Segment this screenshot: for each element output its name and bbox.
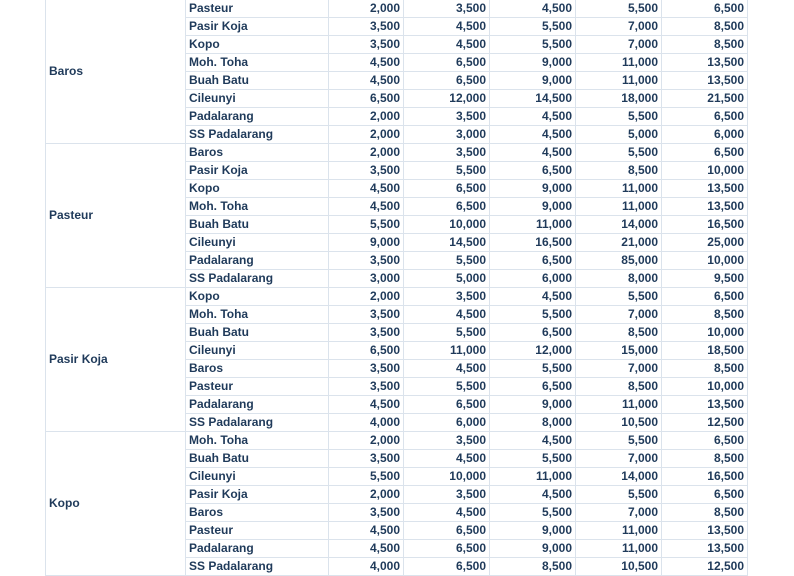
tariff-class-4-cell: 11,000 [576, 72, 662, 90]
tariff-class-4-cell: 14,000 [576, 468, 662, 486]
tariff-class-4-cell: 11,000 [576, 522, 662, 540]
toll-tariff-table-body [46, 0, 748, 576]
tariff-class-5-cell: 8,500 [662, 450, 748, 468]
tariff-class-1-cell: 3,500 [329, 252, 404, 270]
tariff-class-2-cell: 12,000 [404, 90, 490, 108]
tariff-class-3-cell: 9,000 [490, 540, 576, 558]
destination-gate-cell: Baros [186, 504, 329, 522]
tariff-class-4-cell: 18,000 [576, 90, 662, 108]
tariff-class-1-cell: 4,500 [329, 180, 404, 198]
destination-gate-cell: SS Padalarang [186, 270, 329, 288]
tariff-class-2-cell: 6,500 [404, 54, 490, 72]
destination-gate-cell: Buah Batu [186, 72, 329, 90]
tariff-class-2-cell: 4,500 [404, 306, 490, 324]
tariff-class-2-cell: 4,500 [404, 504, 490, 522]
tariff-class-3-cell: 11,000 [490, 216, 576, 234]
tariff-class-3-cell: 9,000 [490, 72, 576, 90]
tariff-class-3-cell: 8,500 [490, 558, 576, 576]
tariff-class-1-cell: 4,500 [329, 54, 404, 72]
tariff-class-3-cell: 9,000 [490, 396, 576, 414]
tariff-class-5-cell: 8,500 [662, 360, 748, 378]
destination-gate-cell: SS Padalarang [186, 414, 329, 432]
tariff-class-5-cell: 6,500 [662, 432, 748, 450]
tariff-class-3-cell: 6,500 [490, 324, 576, 342]
tariff-class-1-cell: 4,000 [329, 414, 404, 432]
tariff-class-3-cell: 5,500 [490, 450, 576, 468]
tariff-class-3-cell: 6,500 [490, 162, 576, 180]
tariff-class-4-cell: 7,000 [576, 360, 662, 378]
tariff-class-1-cell: 6,500 [329, 90, 404, 108]
tariff-class-4-cell: 11,000 [576, 198, 662, 216]
tariff-class-5-cell: 6,500 [662, 288, 748, 306]
destination-gate-cell: Kopo [186, 180, 329, 198]
tariff-class-4-cell: 5,000 [576, 126, 662, 144]
tariff-class-4-cell: 5,500 [576, 432, 662, 450]
tariff-class-5-cell: 8,500 [662, 36, 748, 54]
tariff-class-2-cell: 5,500 [404, 162, 490, 180]
tariff-class-5-cell: 9,500 [662, 270, 748, 288]
table-row [46, 432, 748, 450]
destination-gate-cell: Baros [186, 144, 329, 162]
tariff-class-5-cell: 6,500 [662, 144, 748, 162]
tariff-class-1-cell: 2,000 [329, 288, 404, 306]
tariff-class-4-cell: 7,000 [576, 450, 662, 468]
tariff-class-2-cell: 14,500 [404, 234, 490, 252]
tariff-class-3-cell: 16,500 [490, 234, 576, 252]
tariff-class-2-cell: 4,500 [404, 450, 490, 468]
tariff-class-3-cell: 5,500 [490, 36, 576, 54]
tariff-class-3-cell: 4,500 [490, 432, 576, 450]
tariff-class-3-cell: 14,500 [490, 90, 576, 108]
tariff-class-3-cell: 11,000 [490, 468, 576, 486]
tariff-class-2-cell: 3,500 [404, 486, 490, 504]
tariff-class-1-cell: 6,500 [329, 342, 404, 360]
tariff-class-5-cell: 13,500 [662, 198, 748, 216]
tariff-class-2-cell: 10,000 [404, 468, 490, 486]
tariff-class-5-cell: 21,500 [662, 90, 748, 108]
destination-gate-cell: Moh. Toha [186, 306, 329, 324]
tariff-class-5-cell: 18,500 [662, 342, 748, 360]
tariff-class-1-cell: 4,500 [329, 540, 404, 558]
tariff-class-1-cell: 4,500 [329, 522, 404, 540]
destination-gate-cell: Kopo [186, 288, 329, 306]
tariff-class-2-cell: 4,500 [404, 18, 490, 36]
tariff-class-3-cell: 4,500 [490, 108, 576, 126]
tariff-class-1-cell: 3,500 [329, 306, 404, 324]
tariff-class-3-cell: 4,500 [490, 486, 576, 504]
tariff-class-3-cell: 6,000 [490, 270, 576, 288]
tariff-class-2-cell: 3,500 [404, 288, 490, 306]
tariff-class-4-cell: 21,000 [576, 234, 662, 252]
tariff-class-4-cell: 5,500 [576, 108, 662, 126]
tariff-class-5-cell: 13,500 [662, 54, 748, 72]
tariff-class-5-cell: 13,500 [662, 396, 748, 414]
tariff-class-1-cell: 2,000 [329, 432, 404, 450]
tariff-class-4-cell: 5,500 [576, 0, 662, 18]
toll-tariff-table [45, 0, 748, 576]
tariff-class-3-cell: 9,000 [490, 54, 576, 72]
destination-gate-cell: Pasir Koja [186, 486, 329, 504]
table-row [46, 144, 748, 162]
destination-gate-cell: Padalarang [186, 540, 329, 558]
tariff-class-3-cell: 5,500 [490, 504, 576, 522]
destination-gate-cell: Moh. Toha [186, 54, 329, 72]
tariff-class-3-cell: 6,500 [490, 252, 576, 270]
tariff-class-5-cell: 10,000 [662, 162, 748, 180]
tariff-class-4-cell: 85,000 [576, 252, 662, 270]
tariff-class-1-cell: 3,500 [329, 162, 404, 180]
destination-gate-cell: SS Padalarang [186, 558, 329, 576]
tariff-class-1-cell: 4,500 [329, 72, 404, 90]
tariff-class-3-cell: 9,000 [490, 522, 576, 540]
tariff-class-1-cell: 2,000 [329, 144, 404, 162]
destination-gate-cell: Baros [186, 360, 329, 378]
tariff-class-1-cell: 4,500 [329, 396, 404, 414]
tariff-class-3-cell: 9,000 [490, 198, 576, 216]
tariff-class-2-cell: 4,500 [404, 360, 490, 378]
destination-gate-cell: Pasir Koja [186, 162, 329, 180]
tariff-class-5-cell: 8,500 [662, 18, 748, 36]
tariff-class-5-cell: 8,500 [662, 306, 748, 324]
tariff-class-1-cell: 3,000 [329, 270, 404, 288]
tariff-class-4-cell: 8,500 [576, 378, 662, 396]
tariff-class-2-cell: 5,500 [404, 252, 490, 270]
tariff-class-1-cell: 3,500 [329, 36, 404, 54]
tariff-class-4-cell: 7,000 [576, 36, 662, 54]
destination-gate-cell: SS Padalarang [186, 126, 329, 144]
tariff-class-1-cell: 2,000 [329, 108, 404, 126]
tariff-class-2-cell: 6,000 [404, 414, 490, 432]
tariff-class-4-cell: 11,000 [576, 54, 662, 72]
tariff-class-3-cell: 9,000 [490, 180, 576, 198]
destination-gate-cell: Pasteur [186, 522, 329, 540]
tariff-class-2-cell: 6,500 [404, 558, 490, 576]
tariff-class-4-cell: 14,000 [576, 216, 662, 234]
tariff-class-4-cell: 5,500 [576, 144, 662, 162]
tariff-class-1-cell: 3,500 [329, 18, 404, 36]
origin-gate-cell: Pasir Koja [46, 288, 186, 432]
destination-gate-cell: Moh. Toha [186, 432, 329, 450]
destination-gate-cell: Padalarang [186, 396, 329, 414]
tariff-class-3-cell: 4,500 [490, 288, 576, 306]
tariff-class-5-cell: 25,000 [662, 234, 748, 252]
destination-gate-cell: Buah Batu [186, 216, 329, 234]
tariff-class-2-cell: 3,500 [404, 432, 490, 450]
tariff-class-1-cell: 3,500 [329, 504, 404, 522]
tariff-class-5-cell: 6,000 [662, 126, 748, 144]
tariff-class-5-cell: 13,500 [662, 180, 748, 198]
table-row [46, 288, 748, 306]
tariff-class-4-cell: 8,000 [576, 270, 662, 288]
tariff-class-4-cell: 8,500 [576, 162, 662, 180]
tariff-class-5-cell: 6,500 [662, 486, 748, 504]
tariff-class-5-cell: 16,500 [662, 468, 748, 486]
tariff-class-2-cell: 3,500 [404, 0, 490, 18]
tariff-class-2-cell: 6,500 [404, 396, 490, 414]
origin-gate-cell: Pasteur [46, 144, 186, 288]
tariff-class-4-cell: 5,500 [576, 288, 662, 306]
tariff-class-2-cell: 4,500 [404, 36, 490, 54]
tariff-class-3-cell: 12,000 [490, 342, 576, 360]
tariff-class-1-cell: 3,500 [329, 324, 404, 342]
tariff-class-1-cell: 3,500 [329, 450, 404, 468]
tariff-class-3-cell: 4,500 [490, 126, 576, 144]
tariff-class-1-cell: 3,500 [329, 378, 404, 396]
tariff-class-4-cell: 7,000 [576, 18, 662, 36]
tariff-class-2-cell: 3,500 [404, 144, 490, 162]
tariff-class-2-cell: 10,000 [404, 216, 490, 234]
tariff-class-1-cell: 5,500 [329, 468, 404, 486]
tariff-class-2-cell: 6,500 [404, 522, 490, 540]
tariff-class-3-cell: 6,500 [490, 378, 576, 396]
tariff-class-2-cell: 6,500 [404, 540, 490, 558]
destination-gate-cell: Padalarang [186, 108, 329, 126]
origin-gate-cell: Kopo [46, 432, 186, 576]
tariff-class-4-cell: 15,000 [576, 342, 662, 360]
tariff-class-5-cell: 13,500 [662, 522, 748, 540]
tariff-class-5-cell: 12,500 [662, 414, 748, 432]
tariff-class-1-cell: 2,000 [329, 486, 404, 504]
tariff-class-2-cell: 11,000 [404, 342, 490, 360]
tariff-class-4-cell: 10,500 [576, 558, 662, 576]
tariff-class-2-cell: 6,500 [404, 72, 490, 90]
tariff-class-2-cell: 5,500 [404, 324, 490, 342]
table-row [46, 0, 748, 18]
destination-gate-cell: Pasir Koja [186, 18, 329, 36]
tariff-class-4-cell: 11,000 [576, 180, 662, 198]
tariff-class-5-cell: 12,500 [662, 558, 748, 576]
tariff-class-2-cell: 6,500 [404, 198, 490, 216]
tariff-class-2-cell: 5,000 [404, 270, 490, 288]
tariff-class-2-cell: 5,500 [404, 378, 490, 396]
tariff-class-5-cell: 10,000 [662, 378, 748, 396]
destination-gate-cell: Cileunyi [186, 342, 329, 360]
tariff-class-4-cell: 7,000 [576, 306, 662, 324]
destination-gate-cell: Kopo [186, 36, 329, 54]
tariff-class-1-cell: 3,500 [329, 360, 404, 378]
destination-gate-cell: Cileunyi [186, 234, 329, 252]
tariff-class-1-cell: 2,000 [329, 126, 404, 144]
tariff-class-1-cell: 9,000 [329, 234, 404, 252]
tariff-class-1-cell: 4,000 [329, 558, 404, 576]
destination-gate-cell: Buah Batu [186, 324, 329, 342]
tariff-class-5-cell: 10,000 [662, 252, 748, 270]
destination-gate-cell: Cileunyi [186, 90, 329, 108]
origin-gate-cell: Baros [46, 0, 186, 144]
destination-gate-cell: Padalarang [186, 252, 329, 270]
tariff-class-5-cell: 8,500 [662, 504, 748, 522]
tariff-class-1-cell: 5,500 [329, 216, 404, 234]
tariff-class-4-cell: 7,000 [576, 504, 662, 522]
tariff-class-1-cell: 4,500 [329, 198, 404, 216]
tariff-class-1-cell: 2,000 [329, 0, 404, 18]
tariff-class-3-cell: 5,500 [490, 306, 576, 324]
tariff-class-2-cell: 3,000 [404, 126, 490, 144]
tariff-class-3-cell: 8,000 [490, 414, 576, 432]
tariff-class-3-cell: 4,500 [490, 0, 576, 18]
tariff-class-5-cell: 6,500 [662, 0, 748, 18]
tariff-class-4-cell: 10,500 [576, 414, 662, 432]
destination-gate-cell: Pasteur [186, 0, 329, 18]
tariff-class-5-cell: 16,500 [662, 216, 748, 234]
tariff-class-3-cell: 5,500 [490, 360, 576, 378]
tariff-class-5-cell: 6,500 [662, 108, 748, 126]
tariff-class-4-cell: 11,000 [576, 396, 662, 414]
tariff-class-5-cell: 10,000 [662, 324, 748, 342]
tariff-class-3-cell: 5,500 [490, 18, 576, 36]
destination-gate-cell: Buah Batu [186, 450, 329, 468]
tariff-class-4-cell: 11,000 [576, 540, 662, 558]
tariff-class-3-cell: 4,500 [490, 144, 576, 162]
destination-gate-cell: Pasteur [186, 378, 329, 396]
tariff-class-2-cell: 3,500 [404, 108, 490, 126]
tariff-class-5-cell: 13,500 [662, 540, 748, 558]
destination-gate-cell: Cileunyi [186, 468, 329, 486]
destination-gate-cell: Moh. Toha [186, 198, 329, 216]
tariff-class-4-cell: 5,500 [576, 486, 662, 504]
tariff-class-5-cell: 13,500 [662, 72, 748, 90]
tariff-class-4-cell: 8,500 [576, 324, 662, 342]
tariff-class-2-cell: 6,500 [404, 180, 490, 198]
